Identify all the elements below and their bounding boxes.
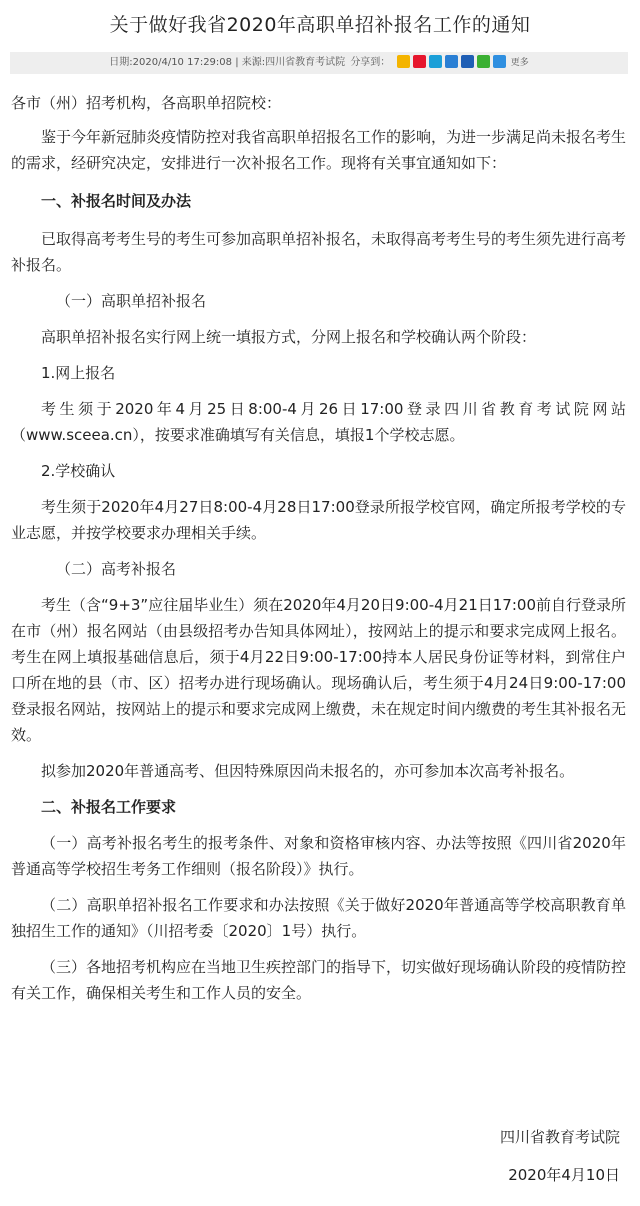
salutation: 各市（州）招考机构，各高职单招院校： (11, 94, 282, 112)
sub1-paragraph: 高职单招补报名实行网上统一填报方式，分网上报名和学校确认两个阶段： (41, 328, 537, 346)
requirement-3: （三）各地招考机构应在当地卫生疾控部门的指导下，切实做好现场确认阶段的疫情防控有关工作，确保相关考生和工作人员的安全。 (11, 958, 627, 1002)
intro-paragraph: 鉴于今年新冠肺炎疫情防控对我省高职单招报名工作的影响，为进一步满足尚未报名考生的需求，经研究决定，安排进行一次补报名工作。现将有关事宜通知如下： (11, 128, 627, 172)
qq-share-icon[interactable] (445, 55, 458, 68)
sub1-heading: （一）高职单招补报名 (56, 292, 207, 310)
section1-paragraph: 已取得高考考生号的考生可参加高职单招补报名，未取得高考考生号的考生须先进行高考补报名。 (11, 230, 627, 274)
step2-heading: 2.学校确认 (41, 462, 116, 480)
sub2-heading: （二）高考补报名 (56, 560, 177, 578)
requirement-1: （一）高考补报名考生的报考条件、对象和资格审核内容、办法等按照《四川省2020年普通高等学校招生考务工作细则（报名阶段）》执行。 (11, 834, 626, 878)
renren-share-icon[interactable] (461, 55, 474, 68)
sub2-paragraph: 考生（含“9+3”应往届毕业生）须在2020年4月20日9:00-4月21日17:00前自行登录所在市（州）报名网站（由县级招考办告知具体网址），按网站上的提示和要求完成网上报名。考生在网上填报基础信息后，须于4月22日9:00-17:00持本人居民身份证等材料，到常住户口所在地的县（市、区）招考办进行现场确认。现场确认后，考生须于4月24日9:00-17:00登录报名网站，按网站上的提示和要求完成网上缴费，未在规定时间内缴费的考生其补报名无效。 (11, 596, 627, 744)
signature-org: 四川省教育考试院 (499, 1128, 620, 1146)
share-label: 分享到： (350, 57, 391, 68)
wechat-share-icon[interactable] (477, 55, 490, 68)
step1-heading: 1.网上报名 (41, 364, 116, 382)
requirement-2: （二）高职单招补报名工作要求和办法按照《关于做好2020年普通高等学校高职教育单独招生工作的通知》（川招考委〔2020〕1号）执行。 (11, 896, 626, 940)
signature-date: 2020年4月10日 (508, 1166, 620, 1184)
share-more-link[interactable]: 更多 (510, 58, 529, 68)
tencent-weibo-share-icon[interactable] (429, 55, 442, 68)
step1-paragraph: 考生须于2020年4月25日8:00-4月26日17:00登录四川省教育考试院网站（www.sceea.cn），按要求准确填写有关信息，填报1个学校志愿。 (11, 400, 626, 444)
article-body (11, 90, 626, 1006)
share-icons (394, 57, 506, 68)
weibo-share-icon[interactable] (413, 55, 426, 68)
article-title: 关于做好我省2020年高职单招补报名工作的通知 (109, 14, 531, 36)
section1-heading: 一、补报名时间及办法 (41, 192, 192, 210)
section2-heading: 二、补报名工作要求 (41, 798, 177, 816)
step2-paragraph: 考生须于2020年4月27日8:00-4月28日17:00登录所报学校官网，确定所报考学校的专业志愿，并按学校要求办理相关手续。 (11, 498, 626, 542)
article-meta-info: 日期:2020/4/10 17:29:08 | 来源:四川省教育考试院 (109, 57, 346, 68)
article-meta-bar (10, 52, 628, 74)
qzone-share-icon[interactable] (397, 55, 410, 68)
sub2-paragraph-2: 拟参加2020年普通高考、但因特殊原因尚未报名的，亦可参加本次高考补报名。 (41, 762, 575, 780)
more-share-icon[interactable] (493, 55, 506, 68)
